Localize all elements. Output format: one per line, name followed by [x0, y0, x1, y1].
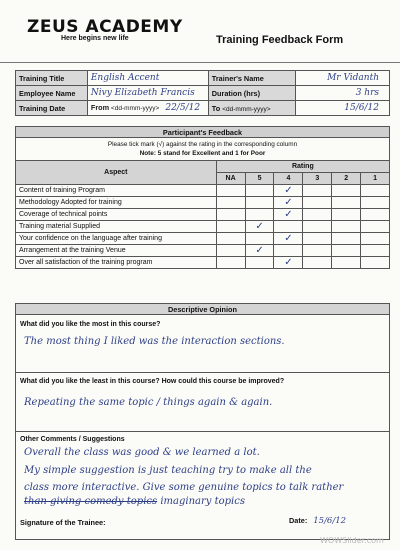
to-label: To [211, 103, 221, 113]
feedback-instruction-text: Please tick mark (√) against the rating in the corresponding column [107, 141, 298, 148]
zeus-academy-logo [27, 17, 187, 42]
comments-line-4-rest: imaginary topics [160, 496, 245, 507]
tick-mark-icon: ✓ [284, 232, 293, 244]
opinion-divider-1 [15, 372, 390, 373]
rating-cell[interactable] [245, 233, 274, 245]
aspect-label: Training material Supplied [16, 221, 217, 233]
rating-cell[interactable] [216, 185, 245, 197]
tick-mark-icon: ✓ [255, 220, 264, 232]
rating-cell[interactable] [245, 209, 274, 221]
rating-cell[interactable] [303, 245, 332, 257]
to-date-label-cell [208, 101, 296, 116]
rating-cell[interactable] [216, 209, 245, 221]
rating-row [16, 233, 390, 245]
rating-cell[interactable] [361, 245, 390, 257]
rating-cell[interactable] [245, 257, 274, 269]
rating-cell[interactable] [361, 257, 390, 269]
answer-least-liked[interactable]: Repeating the same topic / things again & again. [24, 397, 273, 408]
rating-cell[interactable] [216, 221, 245, 233]
rating-cell[interactable] [245, 197, 274, 209]
employee-name-label: Employee Name [16, 86, 88, 101]
rating-col-3: 3 [303, 173, 332, 185]
feedback-note: Note: 5 stand for Excellent and 1 for Poor [139, 150, 266, 157]
from-date-value: 22/5/12 [165, 103, 201, 113]
training-title-field[interactable] [87, 71, 208, 86]
rating-cell[interactable] [245, 221, 274, 233]
logo-text: ZEUS ACADEMY [27, 17, 183, 37]
rating-cell[interactable] [274, 257, 303, 269]
answer-comments-line-3[interactable]: class more interactive. Give some genuine topics to talk rather [24, 482, 344, 493]
tick-mark-icon: ✓ [284, 196, 293, 208]
struck-out-text: than giving comedy topics [24, 496, 158, 507]
from-date-field[interactable] [87, 101, 208, 116]
rating-row [16, 209, 390, 221]
rating-cell[interactable] [361, 209, 390, 221]
rating-cell[interactable] [274, 185, 303, 197]
duration-label: Duration (hrs) [208, 86, 296, 101]
from-format-hint: <dd-mmm-yyyy> [110, 105, 160, 112]
rating-cell[interactable] [361, 233, 390, 245]
to-date-field[interactable] [296, 101, 390, 116]
aspect-label: Arrangement at the training Venue [16, 245, 217, 257]
info-row-employee [16, 86, 390, 101]
employee-name-value: Nivy Elizabeth Francis [90, 88, 195, 98]
rating-cell[interactable] [361, 185, 390, 197]
info-row-title [16, 71, 390, 86]
question-least-liked: What did you like the least in this course? How could this course be improved? [20, 378, 285, 385]
from-label-group [91, 105, 159, 112]
employee-name-field[interactable] [87, 86, 208, 101]
rating-cell[interactable] [274, 221, 303, 233]
rating-col-5: 5 [245, 173, 274, 185]
training-title-value: English Accent [90, 73, 160, 83]
aspect-label: Over all satisfaction of the training program [16, 257, 217, 269]
rating-cell[interactable] [332, 221, 361, 233]
rating-cell[interactable] [332, 245, 361, 257]
rating-col-1: 1 [361, 173, 390, 185]
rating-col-4: 4 [274, 173, 303, 185]
rating-cell[interactable] [332, 233, 361, 245]
answer-comments-line-2[interactable]: My simple suggestion is just teaching try to make all the [24, 465, 312, 476]
tick-mark-icon: ✓ [284, 184, 293, 196]
rating-col-2: 2 [332, 173, 361, 185]
rating-table [15, 160, 390, 269]
opinion-divider-2 [15, 431, 390, 432]
info-row-dates [16, 101, 390, 116]
trainer-name-value: Mr Vidanth [327, 73, 379, 83]
rating-row [16, 185, 390, 197]
watermark: WOWSlider.com [320, 536, 384, 545]
rating-cell[interactable] [361, 221, 390, 233]
rating-cell[interactable] [303, 257, 332, 269]
rating-cell[interactable] [332, 257, 361, 269]
feedback-instructions [15, 138, 390, 160]
aspect-label: Methodology Adopted for training [16, 197, 217, 209]
training-title-label: Training Title [16, 71, 88, 86]
question-comments: Other Comments / Suggestions [20, 436, 125, 443]
rating-cell[interactable] [303, 233, 332, 245]
rating-cell[interactable] [245, 245, 274, 257]
rating-rows [16, 185, 390, 269]
rating-header-row-1 [16, 161, 390, 173]
opinion-heading: Descriptive Opinion [15, 303, 390, 315]
rating-row [16, 197, 390, 209]
rating-cell[interactable] [274, 245, 303, 257]
rating-cell[interactable] [216, 197, 245, 209]
form-title: Training Feedback Form [216, 34, 344, 46]
date-label: Date: [289, 516, 308, 525]
training-date-label: Training Date [16, 101, 88, 116]
tick-mark-icon: ✓ [284, 256, 293, 268]
rating-column-header: Rating [216, 161, 389, 173]
rating-cell[interactable] [245, 185, 274, 197]
rating-row [16, 245, 390, 257]
question-most-liked: What did you like the most in this course? [20, 321, 161, 328]
rating-cell[interactable] [216, 233, 245, 245]
rating-cell[interactable] [274, 233, 303, 245]
rating-cell[interactable] [303, 221, 332, 233]
aspect-column-header: Aspect [16, 161, 217, 185]
aspect-label: Your confidence on the language after training [16, 233, 217, 245]
rating-row [16, 221, 390, 233]
from-label: From [90, 103, 110, 112]
aspect-label: Content of training Program [16, 185, 217, 197]
rating-cell[interactable] [303, 197, 332, 209]
to-date-value: 15/6/12 [344, 103, 379, 113]
duration-field[interactable] [296, 86, 390, 101]
training-info-table [15, 70, 390, 116]
logo-tagline: Here begins new life [61, 35, 129, 42]
aspect-label: Coverage of technical points [16, 209, 217, 221]
rating-cell[interactable] [303, 185, 332, 197]
rating-cell[interactable] [332, 209, 361, 221]
signature-label: Signature of the Trainee: [20, 518, 106, 527]
answer-comments-line-4[interactable] [24, 496, 245, 507]
rating-cell[interactable] [274, 197, 303, 209]
answer-most-liked[interactable]: The most thing I liked was the interaction sections. [24, 336, 285, 347]
rating-cell[interactable] [274, 209, 303, 221]
rating-col-na: NA [216, 173, 245, 185]
to-format-hint: <dd-mmm-yyyy> [222, 105, 271, 113]
date-value[interactable]: 15/6/12 [313, 516, 347, 526]
rating-cell[interactable] [216, 257, 245, 269]
signature-date [289, 516, 346, 526]
rating-row [16, 257, 390, 269]
rating-cell[interactable] [361, 197, 390, 209]
rating-cell[interactable] [303, 209, 332, 221]
rating-cell[interactable] [332, 197, 361, 209]
trainer-name-label: Trainer's Name [208, 71, 296, 86]
feedback-heading: Participant's Feedback [15, 126, 390, 138]
tick-mark-icon: ✓ [255, 244, 264, 256]
header-divider [0, 62, 400, 63]
duration-value: 3 hrs [355, 88, 379, 98]
trainer-name-field[interactable] [296, 71, 390, 86]
answer-comments-line-1[interactable]: Overall the class was good & we learned a lot. [24, 447, 260, 458]
rating-cell[interactable] [332, 185, 361, 197]
tick-mark-icon: ✓ [284, 208, 293, 220]
rating-cell[interactable] [216, 245, 245, 257]
